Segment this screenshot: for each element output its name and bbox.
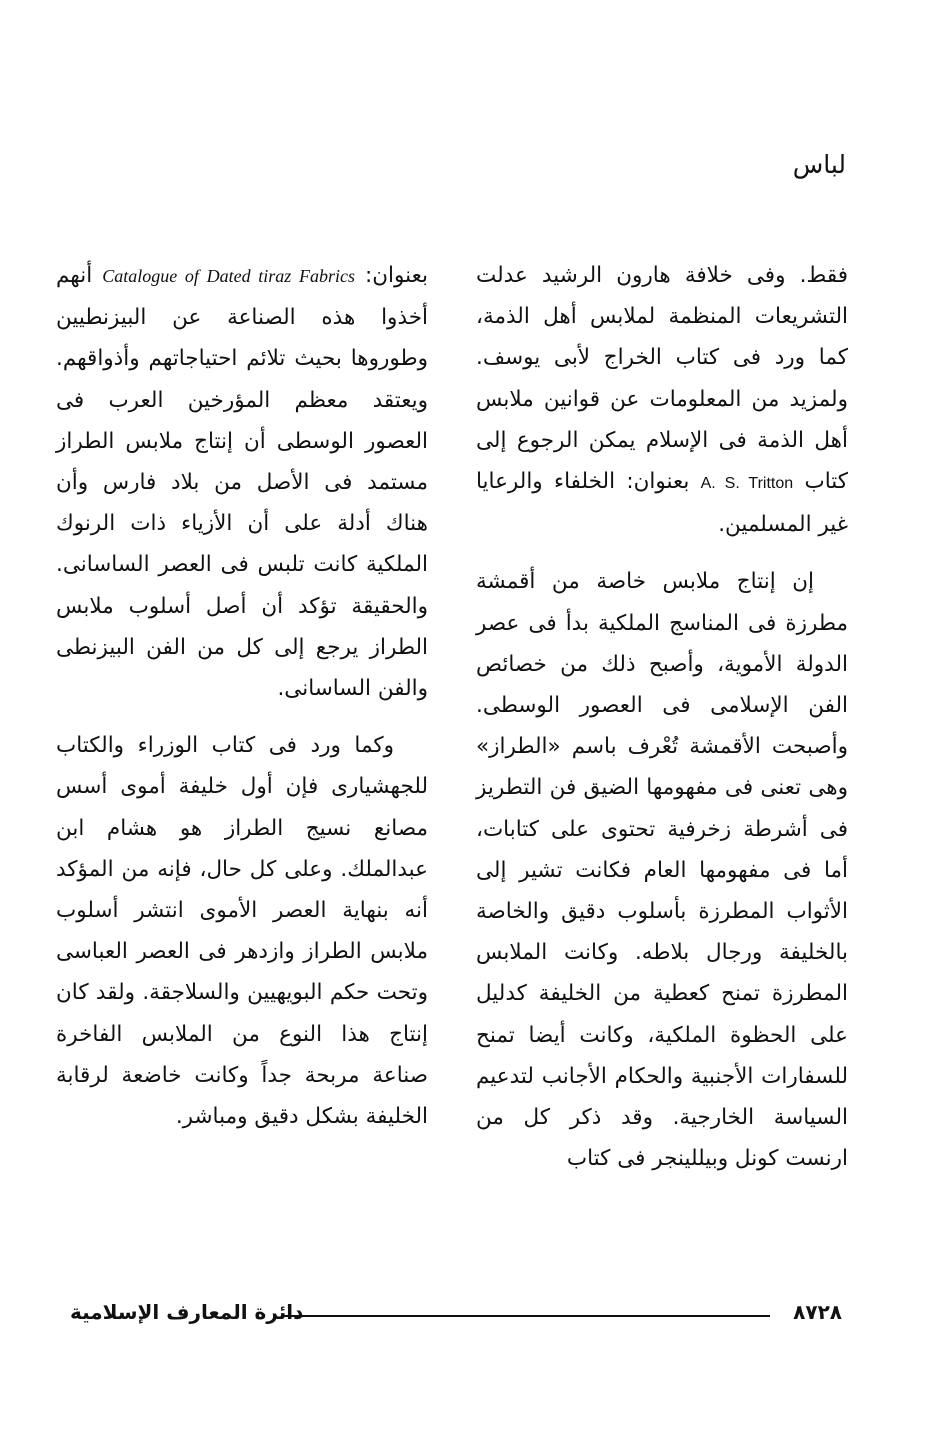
- running-header: لباس: [792, 150, 846, 179]
- paragraph: [476, 255, 848, 545]
- paragraph-text: فقط. وفى خلافة هارون الرشيد عدلت التشريعات المنظمة لملابس أهل الذمة، كما ورد فى كتاب الخراج لأبى يوسف. ولمزيد من المعلومات عن قوانين ملابس أهل الذمة فى الإسلام يمكن الرجوع إلى كتاب: [476, 263, 848, 495]
- footer-title: دائرة المعارف الإسلامية: [70, 1300, 304, 1324]
- paragraph-text: أنهم أخذوا هذه الصناعة عن البيزنطيين وطوروها بحيث تلائم احتياجاتهم وأذواقهم. ويعتقد معظم المؤرخين العرب فى العصور الوسطى أن إنتاج ملابس الطراز مستمد فى الأصل من بلاد فارس وأن هناك أدلة على أن الأزياء ذات الرنوك الملكية كانت تلبس فى العصر الساسانى. والحقيقة تؤكد أن أصل أسلوب ملابس الطراز يرجع إلى كل من الفن البيزنطى والفن الساسانى.: [56, 263, 428, 702]
- author-name: A. S. Tritton: [700, 475, 794, 493]
- left-column: [56, 255, 428, 1137]
- paragraph-text: بعنوان: الخلفاء والرعايا غير المسلمين.: [476, 469, 848, 538]
- paragraph-text: بعنوان:: [365, 263, 428, 288]
- paragraph: وكما ورد فى كتاب الوزراء والكتاب للجهشيارى فإن أول خليفة أموى أسس مصانع نسيج الطراز هو هشام ابن عبدالملك. وعلى كل حال، فإنه من المؤكد أنه بنهاية العصر الأموى انتشر أسلوب ملابس الطراز وازدهر فى العصر العباسى وتحت حكم البويهيين والسلاجقة. ولقد كان إنتاج هذا النوع من الملابس الفاخرة صناعة مربحة جداً وكانت خاضعة لرقابة الخليفة بشكل دقيق ومباشر.: [56, 733, 428, 1130]
- page-footer: [70, 1300, 842, 1330]
- footer-divider: [284, 1315, 770, 1317]
- book-title: Catalogue of Dated tiraz Fabrics: [102, 266, 355, 286]
- paragraph: [56, 255, 428, 709]
- paragraph: إن إنتاج ملابس خاصة من أقمشة مطرزة فى المناسج الملكية بدأ فى عصر الدولة الأموية، وأصبح ذلك من خصائص الفن الإسلامى فى العصور الوسطى. وأصبحت الأقمشة تُعْرف باسم «الطراز» وهى تعنى فى مفهومها الضيق فن التطريز فى أشرطة زخرفية تحتوى على كتابات، أما فى مفهومها العام فكانت تشير إلى الأثواب المطرزة بأسلوب دقيق والخاصة بالخليفة ورجال بلاطه. وكانت الملابس المطرزة تمنح كعطية من الخليفة كدليل على الحظوة الملكية، وكانت أيضا تمنح للسفارات الأجنبية والحكام الأجانب لتدعيم السياسة الخارجية. وقد ذكر كل من ارنست كونل وبيللينجر فى كتاب: [476, 569, 848, 1172]
- right-column: [476, 255, 848, 1179]
- page-number: ٨٧٢٨: [793, 1300, 842, 1324]
